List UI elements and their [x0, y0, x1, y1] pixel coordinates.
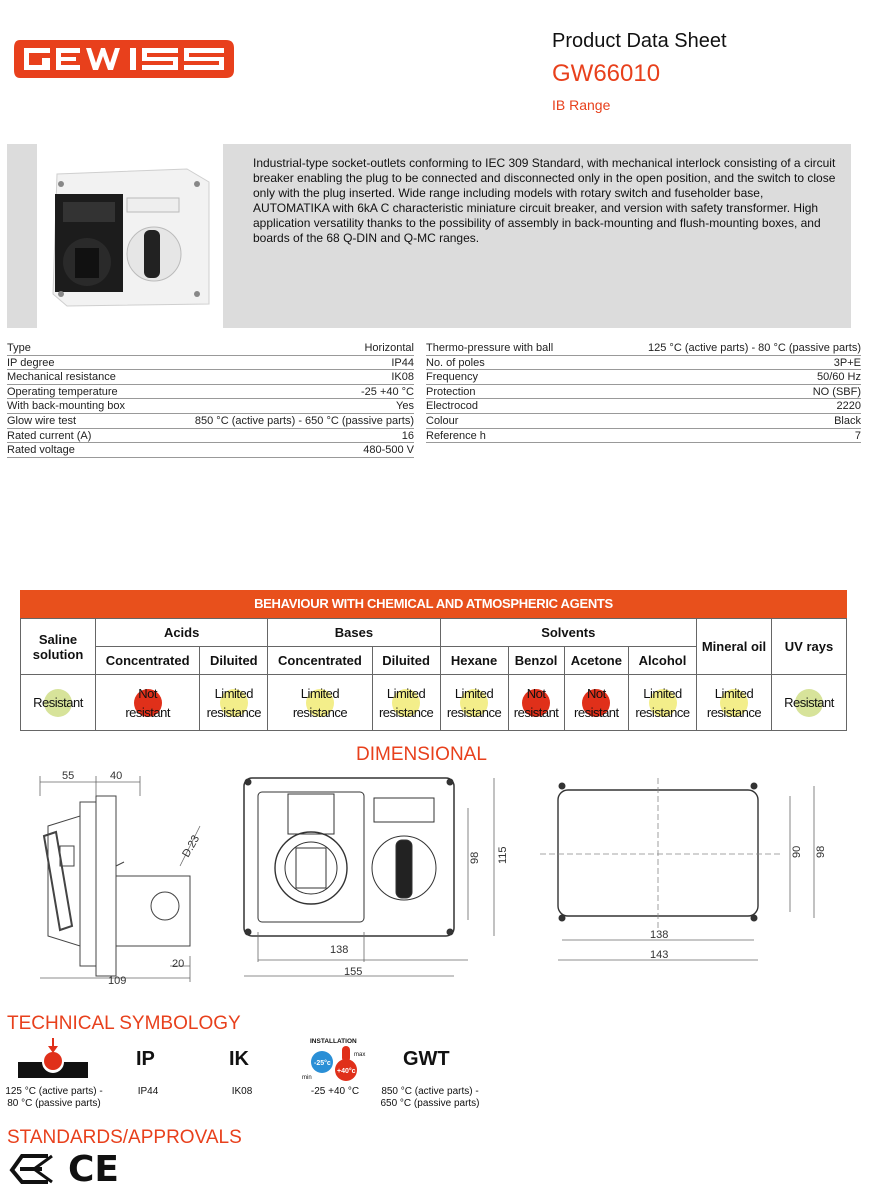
rating-text: Limited resistance — [446, 685, 502, 720]
spec-row — [7, 429, 414, 444]
rating-text: Not resistant — [125, 685, 170, 720]
dim-155: 155 — [344, 966, 363, 978]
dim-143: 143 — [650, 949, 669, 961]
spec-row — [426, 356, 861, 371]
spec-row — [7, 370, 414, 385]
spec-label: Thermo-pressure with ball — [426, 342, 554, 354]
ce-mark-icon — [68, 1150, 122, 1186]
chem-subheader: Concentrated — [268, 647, 372, 675]
eac-mark-icon — [8, 1152, 54, 1186]
spec-row — [426, 399, 861, 414]
ip-symbol: IP — [136, 1048, 155, 1070]
spec-value: NO (SBF) — [812, 385, 861, 398]
panel-left-band — [7, 144, 37, 328]
spec-label: Rated current (A) — [7, 429, 92, 442]
chem-subheader: Benzol — [508, 647, 564, 675]
gwt-symbol: GWT — [403, 1048, 450, 1070]
chem-result — [697, 675, 772, 731]
group-acids: Acids — [96, 619, 268, 647]
spec-label: Frequency — [426, 371, 478, 384]
dim-98b: 98 — [815, 845, 827, 858]
dim-138b: 138 — [650, 929, 669, 941]
page-title: Product Data Sheet — [552, 30, 727, 52]
svg-text:CE: CE — [68, 1150, 120, 1186]
spec-value: 2220 — [836, 400, 861, 413]
dim-20: 20 — [172, 958, 185, 970]
label-ip: IP44 — [137, 1086, 159, 1097]
group-solvents: Solvents — [440, 619, 696, 647]
chem-table-title: BEHAVIOUR WITH CHEMICAL AND ATMOSPHERIC AGENTS — [20, 590, 847, 618]
product-description: Industrial-type socket-outlets conforming to IEC 309 Standard, with mechanical interlock consisting of a circuit breaker enabling the plug to be connected and disconnected only in the open position, and the switch to close only with the plug inserted. Wide range including models with rotary switch and fuseholder base, AUTOMATIKA with 6kA C characteristic miniature circuit breaker, and version with safety transformer. High application versatility thanks to the possibility of assembly in back-mounting and flush-mounting boxes, and boards of the 68 Q-DIN and Q-MC ranges. — [253, 156, 836, 245]
dim-d23: D.23 — [180, 833, 203, 860]
chemical-behaviour-table — [20, 590, 847, 731]
installation-temperature-icon — [300, 1034, 370, 1084]
dim-40: 40 — [110, 770, 123, 782]
rating-text: Not resistant — [574, 685, 619, 720]
product-image — [37, 144, 223, 328]
dimensional-title: DIMENSIONAL — [356, 744, 487, 765]
chem-result — [629, 675, 697, 731]
product-code: GW66010 — [552, 60, 661, 87]
svg-text:INSTALLATION: INSTALLATION — [310, 1038, 357, 1045]
spec-value: 125 °C (active parts) - 80 °C (passive parts) — [648, 342, 861, 354]
spec-value: 16 — [401, 429, 414, 442]
dim-90: 90 — [791, 845, 803, 858]
group-bases: Bases — [268, 619, 440, 647]
chem-subheader: Alcohol — [629, 647, 697, 675]
spec-row — [426, 370, 861, 385]
ball-pressure-icon — [16, 1036, 90, 1080]
chem-result — [21, 675, 96, 731]
label-installation-temperature: -25 +40 °C — [310, 1086, 360, 1097]
rating-text: Resistant — [784, 695, 834, 710]
dim-98: 98 — [469, 851, 481, 864]
spec-value: IP44 — [391, 356, 414, 369]
chem-result — [372, 675, 440, 731]
rating-text: Limited resistance — [292, 685, 348, 720]
side-view-drawing — [20, 766, 210, 988]
label-gwt: 850 °C (active parts) - 650 °C (passive parts) — [380, 1086, 480, 1109]
spec-label: Protection — [426, 385, 476, 398]
spec-column-right — [426, 341, 861, 443]
label-thermo-pressure: 125 °C (active parts) - 80 °C (passive parts) — [5, 1086, 103, 1109]
svg-text:+40°c: +40°c — [337, 1068, 356, 1075]
spec-column-left — [7, 341, 414, 458]
spec-label: No. of poles — [426, 356, 485, 369]
spec-value: 50/60 Hz — [816, 371, 861, 384]
spec-label: With back-mounting box — [7, 400, 125, 413]
col-mineral-oil: Mineral oil — [697, 619, 772, 675]
spec-row — [7, 385, 414, 400]
spec-row — [426, 429, 861, 444]
chem-subheader: Diluited — [372, 647, 440, 675]
back-view-drawing — [540, 778, 830, 968]
spec-label: Type — [7, 342, 31, 354]
dim-55: 55 — [62, 770, 75, 782]
chem-result — [564, 675, 628, 731]
spec-value: 850 °C (active parts) - 650 °C (passive parts) — [194, 414, 414, 427]
rating-text: Limited resistance — [706, 685, 762, 720]
spec-label: Reference h — [426, 429, 486, 442]
spec-row — [426, 385, 861, 400]
techsym-title: TECHNICAL SYMBOLOGY — [7, 1013, 241, 1034]
spec-value: IK08 — [391, 371, 414, 384]
rating-text: Limited resistance — [635, 685, 690, 720]
chem-result — [268, 675, 372, 731]
chem-subheader: Diluited — [200, 647, 268, 675]
chem-result — [508, 675, 564, 731]
spec-label: Operating temperature — [7, 385, 118, 398]
chem-subheader: Concentrated — [96, 647, 200, 675]
spec-row — [7, 443, 414, 458]
standards-title: STANDARDS/APPROVALS — [7, 1127, 242, 1148]
spec-row — [426, 341, 861, 356]
svg-text:-25°c: -25°c — [314, 1060, 331, 1067]
spec-value: 3P+E — [833, 356, 861, 369]
chem-result — [772, 675, 847, 731]
spec-label: Electrocod — [426, 400, 478, 413]
rating-text: Limited resistance — [378, 685, 434, 720]
spec-label: Glow wire test — [7, 414, 77, 427]
front-view-drawing — [238, 772, 518, 988]
spec-row — [7, 414, 414, 429]
chem-subheader: Hexane — [440, 647, 508, 675]
dim-109: 109 — [108, 975, 127, 987]
spec-label: Rated voltage — [7, 444, 75, 457]
chem-subheader: Acetone — [564, 647, 628, 675]
rating-text: Resistant — [33, 695, 83, 710]
spec-label: Mechanical resistance — [7, 371, 116, 384]
spec-row — [426, 414, 861, 429]
col-saline: Saline solution — [21, 619, 96, 675]
rating-text: Not resistant — [513, 685, 559, 720]
ik-symbol: IK — [229, 1048, 249, 1070]
svg-text:max: max — [354, 1052, 366, 1058]
spec-label: Colour — [426, 414, 459, 427]
col-uv-rays: UV rays — [772, 619, 847, 675]
spec-value: 7 — [854, 429, 861, 442]
spec-value: -25 +40 °C — [360, 385, 414, 398]
spec-row — [7, 399, 414, 414]
chem-result — [200, 675, 268, 731]
gewiss-logo — [12, 34, 236, 84]
spec-value: Black — [834, 414, 861, 427]
chem-result — [96, 675, 200, 731]
spec-value: Horizontal — [364, 342, 414, 354]
chem-result — [440, 675, 508, 731]
rating-text: Limited resistance — [206, 685, 261, 720]
dim-138: 138 — [330, 944, 349, 956]
spec-value: 480-500 V — [363, 444, 414, 457]
spec-label: IP degree — [7, 356, 55, 369]
product-range: IB Range — [552, 97, 611, 113]
label-ik: IK08 — [231, 1086, 253, 1097]
dim-115: 115 — [497, 846, 509, 864]
svg-text:min: min — [302, 1075, 312, 1081]
spec-row — [7, 341, 414, 356]
spec-row — [7, 356, 414, 371]
spec-value: Yes — [396, 400, 414, 413]
